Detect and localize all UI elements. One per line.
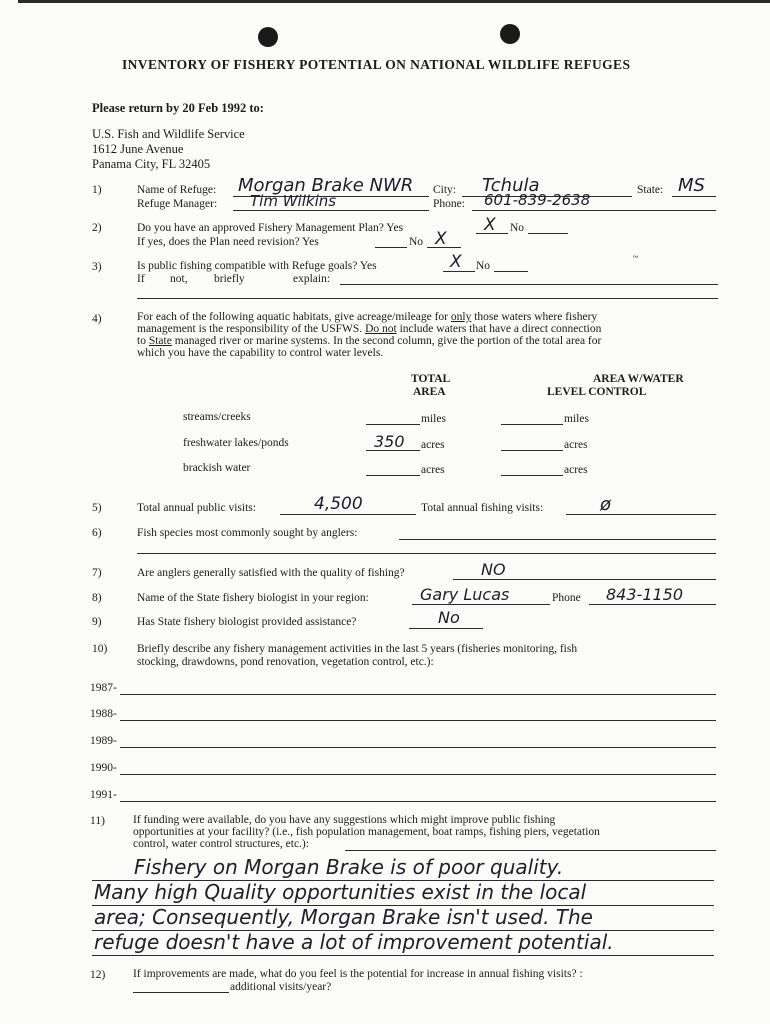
q4-number: 4) bbox=[92, 313, 102, 325]
col-total-heading-1: TOTAL bbox=[411, 373, 451, 385]
streams-total-line bbox=[366, 424, 420, 425]
biologist-value[interactable]: Gary Lucas bbox=[420, 585, 510, 604]
q3-number: 3) bbox=[92, 261, 102, 273]
punch-hole-left bbox=[258, 27, 278, 47]
q11-line-2: opportunities at your facility? (i.e., fish population management, boat ramps, fishing piers, vegetation bbox=[133, 826, 600, 838]
brackish-total-unit: acres bbox=[421, 464, 445, 476]
address-line-1: U.S. Fish and Wildlife Service bbox=[92, 127, 245, 141]
q6-number: 6) bbox=[92, 527, 102, 539]
q2-line-2: If yes, does the Plan need revision? Yes bbox=[137, 236, 319, 248]
fishing-visits-value[interactable]: ø bbox=[600, 494, 612, 515]
q3-explain-line-2 bbox=[137, 298, 718, 299]
city-value[interactable]: Tchula bbox=[482, 175, 540, 196]
answer-line-4 bbox=[92, 955, 714, 956]
year-1990-label: 1990- bbox=[90, 762, 117, 774]
brackish-control-line bbox=[501, 475, 563, 476]
answer-text-4[interactable]: refuge doesn't have a lot of improvement potential. bbox=[94, 930, 614, 954]
species-line-2 bbox=[137, 553, 716, 554]
q5-number: 5) bbox=[92, 502, 102, 514]
public-visits-value[interactable]: 4,500 bbox=[314, 494, 363, 514]
assistance-value[interactable]: No bbox=[438, 608, 460, 627]
q2-number: 2) bbox=[92, 222, 102, 234]
q2-no-label: No bbox=[510, 222, 525, 234]
year-1987-line bbox=[120, 694, 716, 695]
q11-line-3: control, water control structures, etc.): bbox=[133, 838, 309, 850]
year-1991-label: 1991- bbox=[90, 789, 117, 801]
manager-line bbox=[233, 210, 429, 211]
state-value[interactable]: MS bbox=[678, 175, 705, 196]
punch-hole-right bbox=[500, 24, 520, 44]
q3-not: not, bbox=[170, 273, 188, 285]
form-title: INVENTORY OF FISHERY POTENTIAL ON NATIONAL WILDLIFE REFUGES bbox=[122, 57, 631, 72]
year-1990-line bbox=[120, 774, 716, 775]
lakes-control-line bbox=[501, 450, 563, 451]
biologist-label: Name of the State fishery biologist in your region: bbox=[137, 592, 369, 604]
q3-yes-mark[interactable]: X bbox=[450, 252, 462, 272]
return-by: Please return by 20 Feb 1992 to: bbox=[92, 101, 264, 115]
answer-text-2[interactable]: Many high Quality opportunities exist in the local bbox=[94, 880, 587, 904]
top-edge bbox=[18, 0, 770, 3]
answer-text-3[interactable]: area; Consequently, Morgan Brake isn't used. The bbox=[94, 905, 593, 929]
manager-label: Refuge Manager: bbox=[137, 198, 218, 210]
year-1989-label: 1989- bbox=[90, 735, 117, 747]
state-line bbox=[672, 196, 716, 197]
streams-total-unit: miles bbox=[421, 413, 446, 425]
lakes-total-value[interactable]: 350 bbox=[374, 432, 405, 451]
stray-mark: ~ bbox=[633, 252, 639, 263]
satisfied-line bbox=[453, 579, 716, 580]
species-line-1 bbox=[399, 539, 716, 540]
year-1988-line bbox=[120, 720, 716, 721]
q7-number: 7) bbox=[92, 567, 102, 579]
species-label: Fish species most commonly sought by anglers: bbox=[137, 527, 358, 539]
lakes-total-unit: acres bbox=[421, 439, 445, 451]
q11-number: 11) bbox=[90, 815, 105, 827]
q2-revision-no-label: No bbox=[409, 236, 424, 248]
q10-line-1: Briefly describe any fishery management activities in the last 5 years (fisheries monitoring, fish bbox=[137, 643, 578, 655]
col-total-heading-2: AREA bbox=[413, 386, 446, 398]
q10-number: 10) bbox=[92, 643, 108, 655]
answer-text-1[interactable]: Fishery on Morgan Brake is of poor quality. bbox=[134, 855, 564, 879]
year-1987-label: 1987- bbox=[90, 682, 117, 694]
phone-label: Phone: bbox=[433, 198, 465, 210]
q2-revision-no-mark[interactable]: X bbox=[435, 229, 447, 249]
satisfied-label: Are anglers generally satisfied with the quality of fishing? bbox=[137, 567, 405, 579]
q4-text-3: to State managed river or marine systems. In the second column, give the portion of the total area for bbox=[137, 335, 602, 347]
q12-number: 12) bbox=[90, 969, 106, 981]
address-line-2: 1612 June Avenue bbox=[92, 142, 184, 156]
phone-value[interactable]: 601-839-2638 bbox=[484, 191, 591, 209]
habitat-streams-label: streams/creeks bbox=[183, 411, 251, 423]
public-visits-line bbox=[280, 514, 416, 515]
q3-explain: explain: bbox=[293, 273, 331, 285]
address-line-3: Panama City, FL 32405 bbox=[92, 157, 211, 171]
q12-line-2: additional visits/year? bbox=[230, 981, 332, 993]
brackish-total-line bbox=[366, 475, 420, 476]
q11-line-blank bbox=[345, 850, 716, 851]
year-1989-line bbox=[120, 747, 716, 748]
q8-number: 8) bbox=[92, 592, 102, 604]
public-visits-label: Total annual public visits: bbox=[137, 502, 256, 514]
q1-number: 1) bbox=[92, 184, 102, 196]
refuge-name-label: Name of Refuge: bbox=[137, 184, 217, 196]
q2-no-line bbox=[528, 233, 568, 234]
state-label: State: bbox=[637, 184, 664, 196]
brackish-control-unit: acres bbox=[564, 464, 588, 476]
assistance-line bbox=[409, 628, 483, 629]
q3-no-line bbox=[494, 271, 528, 272]
col-control-heading-2: LEVEL CONTROL bbox=[547, 386, 647, 398]
q3-no-label: No bbox=[476, 260, 491, 272]
habitat-lakes-label: freshwater lakes/ponds bbox=[183, 437, 289, 449]
fishing-visits-label: Total annual fishing visits: bbox=[421, 502, 544, 514]
q4-text-4: which you have the capability to control water levels. bbox=[137, 347, 384, 359]
year-1988-label: 1988- bbox=[90, 708, 117, 720]
streams-control-unit: miles bbox=[564, 413, 589, 425]
refuge-name-value[interactable]: Morgan Brake NWR bbox=[238, 175, 414, 196]
q12-blank-line bbox=[133, 992, 229, 993]
q12-line-1: If improvements are made, what do you feel is the potential for increase in annual fishing visits? : bbox=[133, 968, 583, 980]
satisfied-value[interactable]: NO bbox=[481, 560, 506, 579]
q10-line-2: stocking, drawdowns, pond renovation, vegetation control, etc.): bbox=[137, 656, 434, 668]
q3-line-1: Is public fishing compatible with Refuge goals? Yes bbox=[137, 260, 377, 272]
q2-yes-mark[interactable]: X bbox=[484, 215, 496, 235]
lakes-control-unit: acres bbox=[564, 439, 588, 451]
phone-line bbox=[472, 210, 716, 211]
q2-revision-yes-line bbox=[375, 247, 407, 248]
q3-if: If bbox=[137, 273, 145, 285]
q9-number: 9) bbox=[92, 616, 102, 628]
q2-line-1: Do you have an approved Fishery Management Plan? Yes bbox=[137, 222, 404, 234]
col-control-heading-1: AREA W/WATER bbox=[593, 373, 684, 385]
city-label: City: bbox=[433, 184, 457, 196]
manager-value[interactable]: Tim Wilkins bbox=[250, 192, 337, 210]
fishing-visits-line bbox=[566, 514, 716, 515]
q3-explain-line-1 bbox=[340, 284, 718, 285]
streams-control-line bbox=[501, 424, 563, 425]
biologist-phone-label: Phone bbox=[552, 592, 581, 604]
year-1991-line bbox=[120, 801, 716, 802]
q3-briefly: briefly bbox=[214, 273, 245, 285]
biologist-phone-value[interactable]: 843-1150 bbox=[606, 585, 684, 604]
q4-text-1: For each of the following aquatic habitats, give acreage/mileage for only those waters where fishery bbox=[137, 311, 598, 323]
biologist-line bbox=[412, 604, 550, 605]
assistance-label: Has State fishery biologist provided assistance? bbox=[137, 616, 357, 628]
habitat-brackish-label: brackish water bbox=[183, 462, 251, 474]
q4-text-2: management is the responsibility of the USFWS. Do not include waters that have a direct connection bbox=[137, 323, 602, 335]
biologist-phone-line bbox=[589, 604, 716, 605]
q11-line-1: If funding were available, do you have any suggestions which might improve public fishing bbox=[133, 814, 556, 826]
